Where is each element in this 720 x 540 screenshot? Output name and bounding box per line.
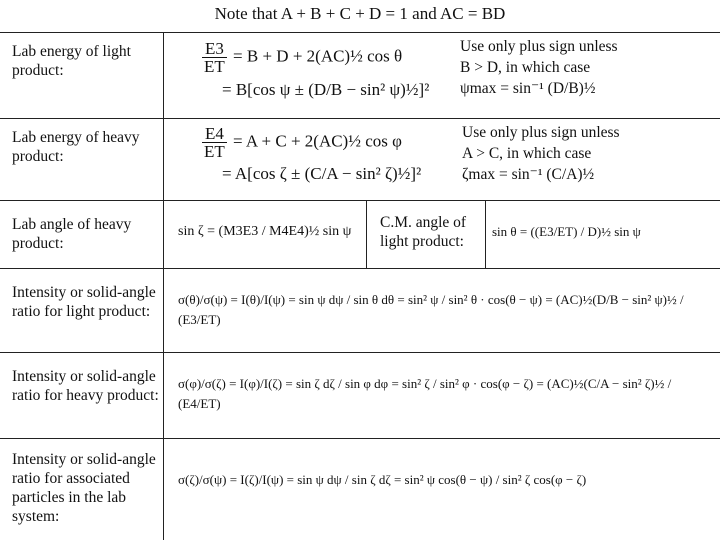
column-divider (485, 200, 486, 268)
eq-heavy-energy-line2: = A[cos ζ ± (C/A − sin² ζ)½]² (222, 164, 422, 183)
note-light-sign: Use only plus sign unless B > D, in which case ψmax = sin⁻¹ (D/B)½ (460, 38, 618, 97)
column-divider (163, 32, 164, 540)
eq-cm-angle-light: sin θ = ((E3/ET) / D)½ sin ψ (492, 224, 641, 239)
column-divider (366, 200, 367, 268)
note-heavy-sign: Use only plus sign unless A > C, in which case ζmax = sin⁻¹ (C/A)½ (462, 124, 620, 183)
row-label-lab-angle-heavy: Lab angle of heavy product: (12, 216, 132, 252)
eq-light-energy-line2: = B[cos ψ ± (D/B − sin² ψ)½]² (222, 80, 430, 99)
energy-fraction: $\frac{E4}{ET}$ (201, 125, 228, 160)
eq-light-energy (200, 40, 402, 75)
eq-line-1: = A + C + 2(AC)½ cos φ (233, 131, 402, 151)
row-label-lab-energy-light: Lab energy of light product: (12, 43, 131, 79)
eq-intensity-light: σ(θ)/σ(ψ) = I(θ)/I(ψ) = sin ψ dψ / sin θ dθ = sin² ψ / sin² θ · cos(θ − ψ) = (AC)½(D/B − sin² ψ)½ / (E3/ET) (178, 292, 684, 327)
table-note: Note that A + B + C + D = 1 and AC = BD (214, 4, 506, 23)
row-divider (0, 118, 720, 119)
row-label-lab-energy-heavy: Lab energy of heavy product: (12, 129, 140, 165)
eq-heavy-energy (200, 125, 402, 160)
eq-intensity-heavy: σ(φ)/σ(ζ) = I(φ)/I(ζ) = sin ζ dζ / sin φ dφ = sin² ζ / sin² φ · cos(φ − ζ) = (AC)½(C/A − sin² ζ)½ / (E4/ET) (178, 376, 672, 411)
label-cm-angle-light: C.M. angle of light product: (380, 214, 467, 250)
row-divider (0, 352, 720, 353)
energy-fraction: $\frac{E3}{ET}$ (201, 40, 228, 75)
row-divider (0, 32, 720, 33)
row-label-intensity-light: Intensity or solid-angle ratio for light product: (12, 284, 156, 320)
eq-lab-angle-heavy: sin ζ = (M3E3 / M4E4)½ sin ψ (178, 224, 352, 239)
row-divider (0, 268, 720, 269)
row-divider (0, 438, 720, 439)
row-label-intensity-associated: Intensity or solid-angle ratio for associated particles in the lab system: (12, 451, 156, 525)
eq-line-1: = B + D + 2(AC)½ cos θ (233, 46, 403, 66)
row-divider (0, 200, 720, 201)
row-label-intensity-heavy: Intensity or solid-angle ratio for heavy product: (12, 368, 159, 404)
eq-intensity-associated: σ(ζ)/σ(ψ) = I(ζ)/I(ψ) = sin ψ dψ / sin ζ dζ = sin² ψ cos(θ − ψ) / sin² ζ cos(φ − ζ) (178, 472, 587, 487)
